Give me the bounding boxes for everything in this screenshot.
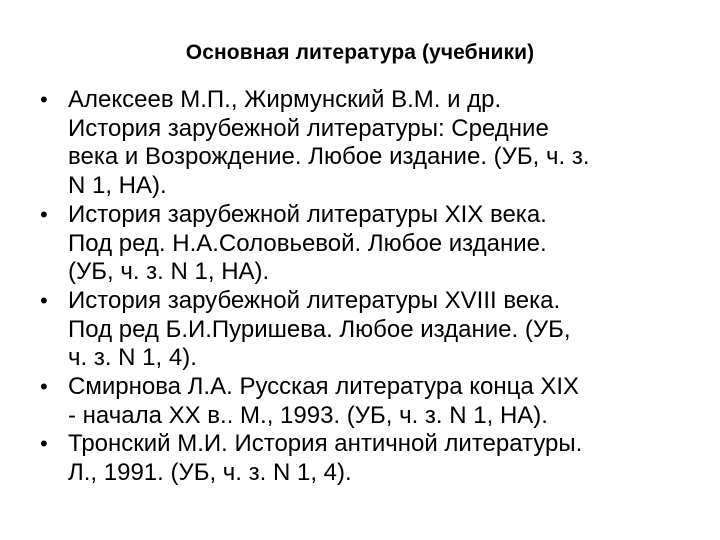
bullet-icon: • [40, 201, 48, 227]
list-item-line: Л., 1991. (УБ, ч. з. N 1, 4). [68, 459, 352, 487]
list-item [40, 86, 700, 201]
list-item-line: Алексеев М.П., Жирмунский В.М. и др. [68, 86, 502, 113]
bullet-icon: • [40, 87, 48, 112]
bullet-icon: • [40, 374, 48, 400]
list-item-line: История зарубежной литературы: Средние [68, 114, 549, 142]
list-item [40, 373, 700, 430]
list-item-line: Под ред. Н.А.Соловьевой. Любое издание. [68, 229, 547, 257]
list-item-line: ч. з. N 1, 4). [68, 344, 197, 372]
list-item-line: (УБ, ч. з. N 1, НА). [68, 258, 270, 286]
list-item-line: История зарубежной литературы XIX века. [68, 200, 547, 228]
list-item-line: века и Возрождение. Любое издание. (УБ, ч. з. [68, 143, 590, 171]
reading-list [40, 86, 700, 488]
list-item [40, 430, 700, 487]
bullet-icon: • [40, 287, 48, 313]
list-item-line: N 1, НА). [68, 172, 167, 200]
list-item-line: - начала XX в.. М., 1993. (УБ, ч. з. N 1, НА). [68, 401, 548, 429]
list-item [40, 287, 700, 373]
bullet-icon: • [40, 431, 48, 457]
slide-title: Основная литература (учебники) [185, 41, 535, 64]
list-item-line: Смирнова Л.А. Русская литература конца XIX [68, 373, 580, 401]
list-item-line: Под ред Б.И.Пуришева. Любое издание. (УБ, [68, 315, 571, 343]
list-item-line: История зарубежной литературы XVIII века. [68, 286, 561, 314]
list-item [40, 201, 700, 287]
list-item-line: Тронский М.И. История античной литературы. [68, 430, 583, 458]
